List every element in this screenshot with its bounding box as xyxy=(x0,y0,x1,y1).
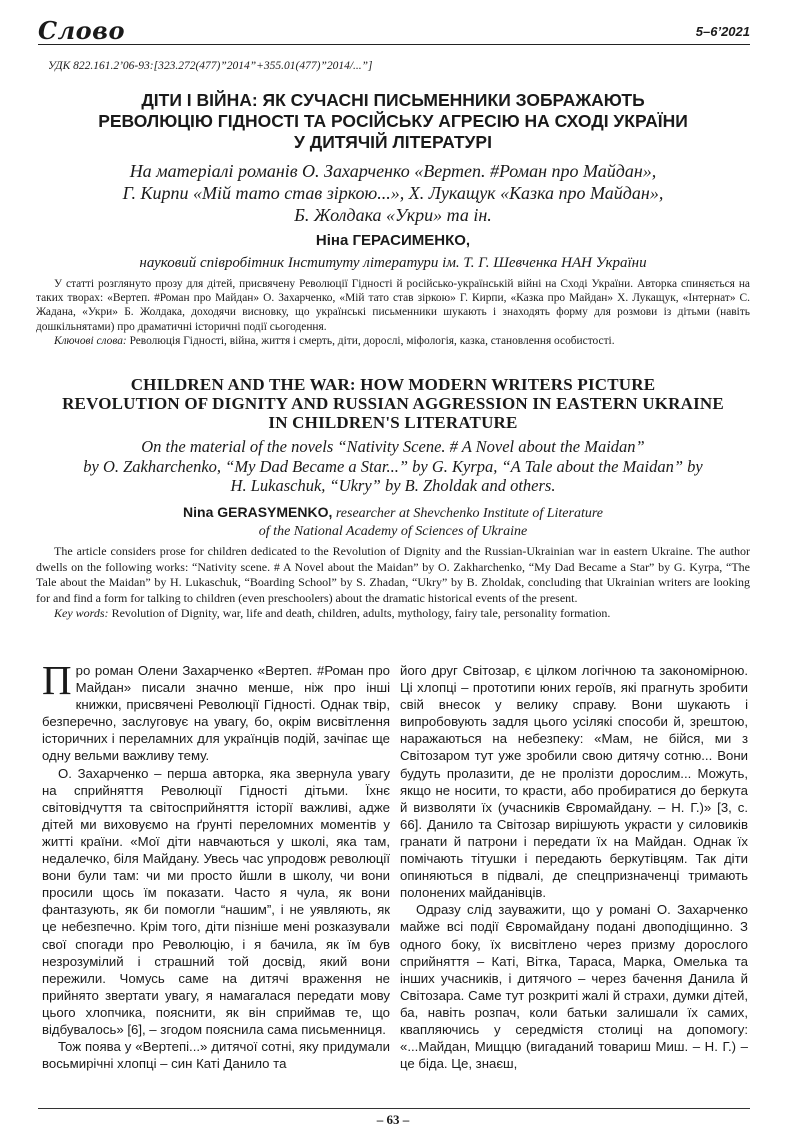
udc-code: УДК 822.161.2’06-93:[323.272(477)”2014”+355.01(477)”2014/...”] xyxy=(48,60,373,72)
page-number: – 63 – xyxy=(376,1112,410,1127)
author-line xyxy=(36,503,750,523)
title-line: REVOLUTION OF DIGNITY AND RUSSIAN AGGRESSION IN EASTERN UKRAINE xyxy=(62,394,724,413)
subtitle-line: On the material of the novels “Nativity Scene. # A Novel about the Maidan” xyxy=(141,437,645,456)
title-line: ДІТИ І ВІЙНА: ЯК СУЧАСНІ ПИСЬМЕННИКИ ЗОБРАЖАЮТЬ xyxy=(141,90,645,110)
keywords-text: Революція Гідності, війна, життя і смерть, діти, дорослі, міфологія, казка, становлення особистості. xyxy=(126,334,615,347)
subtitle-line: H. Lukaschuk, “Ukry” by B. Zholdak and others. xyxy=(230,476,556,495)
keywords-label: Ключові слова: xyxy=(54,334,127,347)
article-subtitle-ua xyxy=(40,160,746,226)
subtitle-line: by O. Zakharchenko, “My Dad Became a Star...” by G. Kyrpa, “A Tale about the Maidan” by xyxy=(83,456,703,476)
author-affiliation-en-2: of the National Academy of Sciences of Ukraine xyxy=(258,524,528,539)
keywords-ua xyxy=(36,334,750,348)
paragraph-text: ро роман Олени Захарченко «Вертеп. #Роман про Майдан» писали значно менше, ніж про інші книжки, присвячені Революції Гідності. Однак твір, безперечно, заслуговує на увагу, бо, окрім висвітлення історичних і переламних для українців подій, зачіпає ще одну вельми важливу тему. xyxy=(42,663,390,764)
author-name-en: Nina GERASYMENKO, xyxy=(183,504,333,520)
paragraph xyxy=(42,657,390,765)
title-line: У ДИТЯЧІЙ ЛІТЕРАТУРІ xyxy=(294,132,492,152)
paragraph: Одразу слід зауважити, що у романі О. Захарченко майже всі події Євромайдану подані двоподіщинно. З одного боку, їх висвітлено через призму дорослого сприйняття – Каті, Вітка, Тараса, Марка, Омелька та інших учасників, і дитячого – через бачення Данила й Світозара. Саме тут розкриті жалі й страхи, думки дітей, ба, навіть розпач, коли батьки залишали їх самих, квапляючись у середмістя столиці на допомогу: «...Майдан, Мищцю (вигаданий товариш Миш. – Н. Г.) – це біда. Це, знаєш, xyxy=(400,902,748,1072)
article-title-en xyxy=(36,375,750,432)
author-en xyxy=(36,503,750,541)
footer-rule xyxy=(38,1108,750,1109)
article-subtitle-en xyxy=(36,437,750,496)
issue-number: 5–6’2021 xyxy=(695,24,750,39)
keywords-text: Revolution of Dignity, war, life and death, children, adults, mythology, fairy tale, personality formation. xyxy=(108,606,611,620)
subtitle-line: Г. Кирпи «Мій тато став зіркою...», Х. Лукащук «Казка про Майдан», xyxy=(122,183,664,203)
keywords-label: Key words: xyxy=(54,606,109,620)
abstract-ua xyxy=(36,277,750,348)
journal-name: Слово xyxy=(38,16,125,45)
paragraph: О. Захарченко – перша авторка, яка звернула увагу на сприйняття Революції Гідності дітьми. Їхнє світовідчуття та світосприйняття історії важливі, адже дітей ми виховуємо на ґрунті переломних моментів у житті країни. «Мої діти навчаються у школі, яка там, недалечко, біля Майдану. Увесь час упродовж революції вони були там: чи ми просто йшли в школу, чи вони просили щось їм показати. Часто я чула, як вони фантазують, як би помогли “нашим”, і не уявляють, як це небезпечно. Крім того, діти пізніше мені розказували свої спогади про Революцію, і я бачила, як їм був незрозумілий і страшний той досвід, який вони пережили. Чомусь саме на дитячі враження не прийнято звертати увагу, я намагалася передати мову цього хлопчика, пояснити, як він сприймав те, що відбувалось» [6], – згодом пояснила сама письменниця. xyxy=(42,765,390,1037)
article-title-ua xyxy=(40,90,746,153)
subtitle-line: Б. Жолдака «Укри» та ін. xyxy=(294,205,492,225)
body-column-right xyxy=(400,662,748,1072)
author-affiliation-en: researcher at Shevchenko Institute of Literature xyxy=(332,506,603,521)
drop-cap: П xyxy=(42,657,72,703)
abstract-text: The article considers prose for children dedicated to the Revolution of Dignity and the Russian-Ukrainian war in eastern Ukraine. The author dwells on the following works: “Nativity scene. # A Novel about the Maidan” by O. Zakharchenko, “My Dad Became a Star” by G. Kyrpa, “The Tale about the Maidan” by H. Lukaschuk, “Boarding School” by S. Zhadan, “Ukry” by B. Zholdak, concluding that Ukrainian writers are looking for and find a form for talking to children (even preschoolers) about the dramatic historical events of the present. xyxy=(36,544,750,605)
body-column-left xyxy=(42,657,390,1072)
running-header xyxy=(38,16,750,45)
paragraph: Тож поява у «Вертепі...» дитячої сотні, яку придумали восьмирічні хлопці – син Каті Данило та xyxy=(42,1039,390,1072)
author-name-ua: Ніна ГЕРАСИМЕНКО, xyxy=(315,232,471,249)
title-line: РЕВОЛЮЦІЮ ГІДНОСТІ ТА РОСІЙСЬКУ АГРЕСІЮ НА СХОДІ УКРАЇНИ xyxy=(98,111,688,131)
keywords-en xyxy=(36,606,750,622)
author-affiliation-ua: науковий співробітник Інституту літератури ім. Т. Г. Шевченка НАН України xyxy=(139,255,647,271)
subtitle-line: На матеріалі романів О. Захарченко «Вертеп. #Роман про Майдан», xyxy=(129,161,657,181)
paragraph: його друг Світозар, є цілком логічною та закономірною. Ці хлопці – прототипи юних героїв, які прагнуть зробити свій внесок у велику справу. Вони шукають і випробовують задля цього усілякі способи й, зрештою, наражаються на небезпеку: «Мам, не бійся, ми з Світозаром тут уже зробили свою дитячу сотню... Вони будуть пролазити, де не пролізти дорослим... Можуть, якщо не носити, то красти, або пробиратися до беркута й визволяти їх (учасників Євромайдану. – Н. Г.)» [3, с. 66]. Данило та Світозар вирішують украсти у силовиків гранати й патрони і передати їх на Майдан. Однак їх помічають тітушки і передають беркутівцям. Так діти опиняються в підвалі, де спецпризначенці тримають полонених майданівців. xyxy=(400,663,748,901)
title-line: CHILDREN AND THE WAR: HOW MODERN WRITERS PICTURE xyxy=(130,375,656,394)
title-line: IN CHILDREN'S LITERATURE xyxy=(268,413,518,432)
abstract-text: У статті розглянуто прозу для дітей, присвячену Революції Гідності й російсько-українській війні на Сході України. Авторка спиняється на таких творах: «Вертеп. #Роман про Майдан» О. Захарченко, «Мій тато став зіркою» Г. Кирпи, «Казка про Майдан» Х. Лукащук, «Інтернат» С. Жадана, «Укри» Б. Жолдака, доходячи висновку, що українські письменники шукають і знаходять форму для розмови із дітьми (навіть дошкільнятами) про драматичні історичні події сьогодення. xyxy=(36,278,750,333)
abstract-en xyxy=(36,544,750,622)
